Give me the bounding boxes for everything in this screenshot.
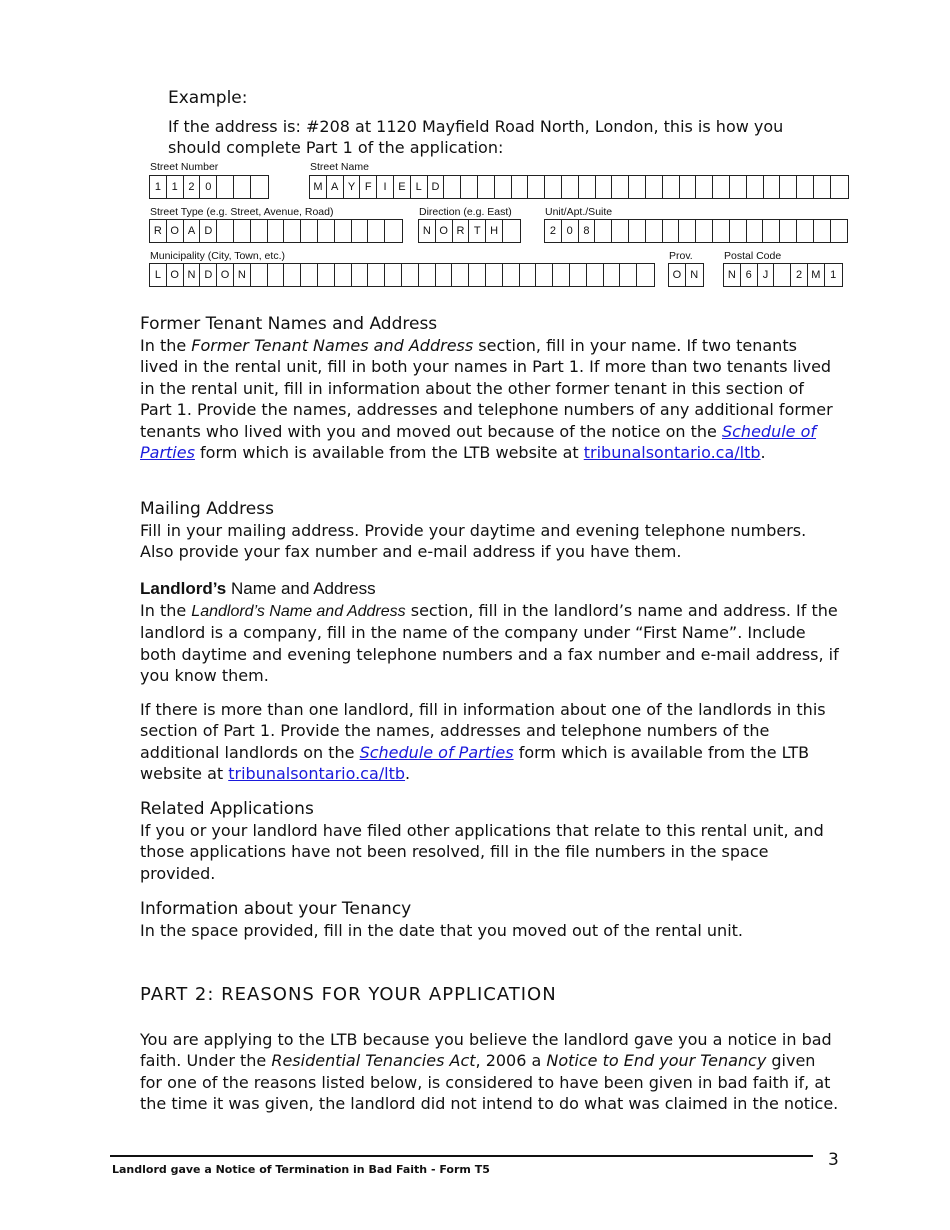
form-cell (503, 264, 520, 286)
form-cell (251, 220, 268, 242)
form-cell (536, 264, 553, 286)
form-cell: N (724, 264, 741, 286)
form-cell (604, 264, 621, 286)
form-cell (419, 264, 436, 286)
form-cell: N (184, 264, 201, 286)
form-cell (503, 220, 520, 242)
direction-field (418, 219, 521, 243)
form-cell (217, 220, 234, 242)
form-cell (595, 220, 612, 242)
form-cell (579, 176, 596, 198)
postal-code-field (723, 263, 843, 287)
form-cell (452, 264, 469, 286)
form-cell: T (469, 220, 486, 242)
street-type-label: Street Type (e.g. Street, Avenue, Road) (150, 206, 334, 218)
form-cell (797, 220, 814, 242)
form-cell (436, 264, 453, 286)
form-cell: 0 (562, 220, 579, 242)
form-cell (335, 220, 352, 242)
form-cell (461, 176, 478, 198)
form-cell (234, 176, 251, 198)
form-cell (696, 176, 713, 198)
form-cell: 2 (791, 264, 808, 286)
form-cell: 1 (830, 269, 837, 281)
form-cell (831, 220, 848, 242)
form-cell (713, 176, 730, 198)
unit-label: Unit/Apt./Suite (545, 206, 613, 218)
form-cell: F (360, 176, 377, 198)
municipality-label: Municipality (City, Town, etc.) (150, 250, 285, 262)
form-cell: R (453, 220, 470, 242)
former-tenant-heading: Former Tenant Names and Address (140, 314, 438, 334)
form-cell (629, 220, 646, 242)
form-cell (368, 264, 385, 286)
form-cell: D (428, 176, 445, 198)
form-cell: N (234, 264, 251, 286)
street-number-field (149, 175, 269, 199)
form-cell (251, 264, 268, 286)
form-cell (318, 264, 335, 286)
form-cell (385, 220, 402, 242)
form-cell: D (200, 220, 217, 242)
form-cell (780, 176, 797, 198)
part2-section (140, 1029, 840, 1115)
form-cell: E (394, 176, 411, 198)
municipality-field (149, 263, 655, 287)
form-cell (284, 264, 301, 286)
form-cell (486, 264, 503, 286)
form-cell (831, 176, 848, 198)
form-cell (352, 220, 369, 242)
form-cell (385, 264, 402, 286)
street-name-field (309, 175, 849, 199)
form-cell (774, 264, 791, 286)
form-cell (352, 264, 369, 286)
street-number-label: Street Number (150, 161, 219, 173)
form-cell (301, 220, 318, 242)
form-cell (512, 176, 529, 198)
direction-label: Direction (e.g. East) (419, 206, 512, 218)
form-cell (478, 176, 495, 198)
form-cell (268, 220, 285, 242)
form-cell: O (669, 264, 686, 286)
form-cell (797, 176, 814, 198)
tenancy-text: In the space provided, fill in the date that you moved out of the rental unit. (140, 921, 743, 940)
form-cell: Y (344, 176, 361, 198)
ltb-website-link-2[interactable]: tribunalsontario.ca/ltb (228, 764, 406, 784)
page-number: 3 (828, 1150, 839, 1170)
form-cell: 6 (741, 264, 758, 286)
province-label: Prov. (669, 250, 693, 262)
example-title: Example: (168, 88, 248, 108)
form-cell (730, 220, 747, 242)
form-cell (696, 220, 713, 242)
form-cell (764, 176, 781, 198)
form-cell: D (200, 264, 217, 286)
form-cell (680, 176, 697, 198)
form-cell (730, 176, 747, 198)
form-cell (301, 264, 318, 286)
form-cell: A (327, 176, 344, 198)
form-cell (620, 264, 637, 286)
form-cell: O (217, 264, 234, 286)
tenancy-heading: Information about your Tenancy (140, 899, 412, 919)
form-cell: A (184, 220, 201, 242)
form-cell (637, 264, 654, 286)
postal-code-label: Postal Code (724, 250, 782, 262)
form-cell (663, 176, 680, 198)
unit-field (544, 219, 848, 243)
part2-text: You are applying to the LTB because you believe the landlord gave you a notice in bad faith. Under the Residential Tenancies Act, 2006 a Notice to End your Tenancy given for one of the reasons listed below, is considered to have been given in bad faith if, at the time it was given, the landlord did not intend to do what was claimed in the notice. (140, 1030, 839, 1114)
form-cell: 1 (150, 176, 167, 198)
form-cell (562, 176, 579, 198)
form-cell: L (150, 264, 167, 286)
form-cell (335, 264, 352, 286)
form-cell: M (808, 264, 825, 286)
street-type-field (149, 219, 403, 243)
form-cell: 1 (167, 176, 184, 198)
form-cell (469, 264, 486, 286)
form-cell: 2 (184, 176, 201, 198)
form-cell (368, 220, 385, 242)
form-cell: I (377, 176, 394, 198)
related-section (140, 799, 840, 884)
landlord-text: In the Landlord’s Name and Address section, fill in the landlord’s name and address. If the landlord is a company, fill in the name of the company under “First Name”. Include both daytime and evening telephone numbers and a fax number and e-mail address, if you know them. (140, 601, 839, 686)
form-cell: N (690, 269, 699, 281)
form-cell (780, 220, 797, 242)
form-cell (251, 176, 268, 198)
form-cell (747, 220, 764, 242)
landlord-section (140, 578, 840, 687)
form-cell (495, 176, 512, 198)
landlord-more-section (140, 699, 840, 785)
province-field (668, 263, 704, 287)
form-cell (679, 220, 696, 242)
form-cell (663, 220, 680, 242)
related-text: If you or your landlord have filed other applications that relate to this rental unit, and those applications have not been resolved, fill in the file numbers in the space provided. (140, 821, 824, 883)
form-cell (553, 264, 570, 286)
form-cell (646, 176, 663, 198)
form-cell (234, 220, 251, 242)
form-cell (646, 220, 663, 242)
form-cell (747, 176, 764, 198)
form-cell (570, 264, 587, 286)
street-name-label: Street Name (310, 161, 369, 173)
form-cell: R (150, 220, 167, 242)
form-cell: 8 (579, 220, 596, 242)
landlord-more-text: If there is more than one landlord, fill in information about one of the landlords in this section of Part 1. Provide the names, addresses and telephone numbers of the additional landlords on the Schedule of Parties form which is available from the LTB website at tribunalsontario.ca/ltb. (140, 700, 826, 784)
form-cell: H (486, 220, 503, 242)
form-cell (284, 220, 301, 242)
form-cell (814, 176, 831, 198)
form-cell (587, 264, 604, 286)
form-cell: O (167, 264, 184, 286)
form-cell (520, 264, 537, 286)
form-cell: L (411, 176, 428, 198)
form-cell (444, 176, 461, 198)
mailing-heading: Mailing Address (140, 499, 274, 519)
form-cell: M (310, 176, 327, 198)
part2-heading: PART 2: REASONS FOR YOUR APPLICATION (140, 984, 557, 1005)
form-cell (596, 176, 613, 198)
mailing-section (140, 499, 840, 563)
form-cell (612, 220, 629, 242)
footer-text: Landlord gave a Notice of Termination in Bad Faith - Form T5 (112, 1163, 490, 1176)
mailing-text: Fill in your mailing address. Provide your daytime and evening telephone numbers. Also provide your fax number and e-mail address if you have them. (140, 521, 807, 562)
form-cell: 2 (545, 220, 562, 242)
example-text: If the address is: #208 at 1120 Mayfield Road North, London, this is how you should complete Part 1 of the application: (168, 117, 784, 158)
form-cell (545, 176, 562, 198)
former-tenant-text: In the Former Tenant Names and Address section, fill in your name. If two tenants lived in the rental unit, fill in both your names in Part 1. If more than two tenants lived in the rental unit, fill in information about the other former tenant in this section of Part 1. Provide the names, addresses and telephone numbers of any additional former tenants who lived with you and moved out because of the notice on the Schedule of Parties form which is available from the LTB website at tribunalsontario.ca/ltb. (140, 336, 833, 463)
form-cell (528, 176, 545, 198)
form-cell: O (436, 220, 453, 242)
ltb-website-link[interactable]: tribunalsontario.ca/ltb (583, 443, 761, 463)
form-cell (318, 220, 335, 242)
schedule-of-parties-link-2[interactable]: Schedule of Parties (359, 742, 514, 762)
form-cell: 0 (200, 176, 217, 198)
form-cell: J (758, 264, 775, 286)
form-cell: O (167, 220, 184, 242)
related-heading: Related Applications (140, 799, 314, 819)
tenancy-section (140, 899, 840, 941)
form-cell: N (419, 220, 436, 242)
form-cell (268, 264, 285, 286)
form-cell (217, 176, 234, 198)
former-tenant-section (140, 314, 840, 463)
landlord-heading: Landlord’s Name and Address (140, 579, 376, 598)
form-cell (713, 220, 730, 242)
form-cell (612, 176, 629, 198)
footer-rule (110, 1155, 813, 1157)
form-cell (629, 176, 646, 198)
form-cell (763, 220, 780, 242)
form-cell (402, 264, 419, 286)
form-cell (814, 220, 831, 242)
schedule-of-parties-link[interactable]: Schedule of Parties (140, 421, 816, 463)
